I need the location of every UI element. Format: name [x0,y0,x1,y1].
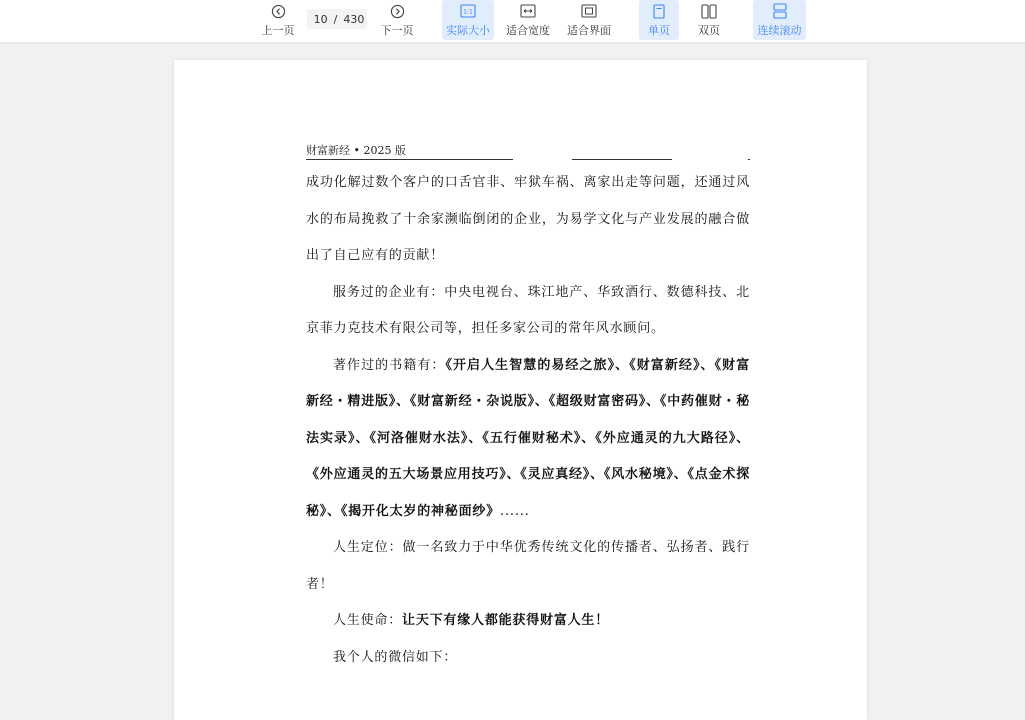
chevron-left-circle-icon [271,3,286,19]
prev-page-button[interactable] [258,0,298,40]
prev-page-label: 上一页 [261,24,295,37]
running-head: 财富新经 • 2025 版 [306,144,406,157]
svg-text:1:1: 1:1 [463,8,473,16]
paragraph-mission [306,603,750,640]
actual-size-icon [460,3,476,19]
paragraph-positioning: 人生定位：做一名致力于中华优秀传统文化的传播者、弘扬者、践行者！ [306,540,750,592]
double-page-icon [701,3,717,19]
paragraph-books [306,348,750,531]
fit-width-icon [520,3,536,19]
viewer-toolbar [0,0,1025,42]
page-body [306,165,750,676]
single-page-icon [653,3,665,19]
double-page-label: 双页 [698,24,720,37]
books-tail: ...... [500,503,530,519]
header-rule [748,159,750,160]
fit-width-label: 适合宽度 [506,24,550,37]
total-pages: 430 [343,12,365,26]
header-rule [306,159,513,160]
mission-text: 让天下有缘人都能获得财富人生！ [402,613,610,628]
continuous-scroll-label: 连续滚动 [757,24,802,37]
continuous-scroll-icon [773,3,787,19]
fit-width-button[interactable] [502,0,554,40]
mission-lead: 人生使命： [333,613,403,628]
header-rule [572,159,672,160]
next-page-label: 下一页 [380,24,414,37]
paragraph-results: 成功化解过数个客户的口舌官非、牢狱车祸、离家出走等问题，还通过风水的布局挽救了十余家濒临倒闭的企业，为易学文化与产业发展的融合做出了自己应有的贡献！ [306,175,750,263]
document-page [174,60,867,720]
page-indicator [307,9,367,29]
double-page-button[interactable] [689,0,729,40]
actual-size-button[interactable] [442,0,494,40]
books-lead: 著作过的书籍有： [333,357,446,373]
continuous-scroll-button[interactable] [753,0,806,40]
document-viewport[interactable] [0,42,1025,688]
page-number-input[interactable] [310,13,328,26]
single-page-button[interactable] [639,0,679,40]
fit-page-label: 适合界面 [567,24,611,37]
fit-page-icon [581,3,597,19]
fit-page-button[interactable] [563,0,615,40]
paragraph-clients: 服务过的企业有：中央电视台、珠江地产、华致酒行、数德科技、北京菲力克技术有限公司等，担任多家公司的常年风水顾问。 [306,284,750,336]
actual-size-label: 实际大小 [446,24,490,37]
chevron-right-circle-icon [390,3,405,19]
paragraph-wechat: 我个人的微信如下： [333,649,458,665]
next-page-button[interactable] [377,0,417,40]
books-list: 《开启人生智慧的易经之旅》、《财富新经》、《财富新经・精进版》、《财富新经・杂说版》、《超级财富密码》、《中药催财・秘法实录》、《河洛催财水法》、《五行催财秘术》、《外应通灵的九大路径》、《外应通灵的五大场景应用技巧》、《灵应真经》、《风水秘境》、《点金术探秘》、《揭开化太岁的神秘面纱》 [306,357,751,519]
single-page-label: 单页 [648,24,670,37]
page-separator: / [333,12,338,26]
